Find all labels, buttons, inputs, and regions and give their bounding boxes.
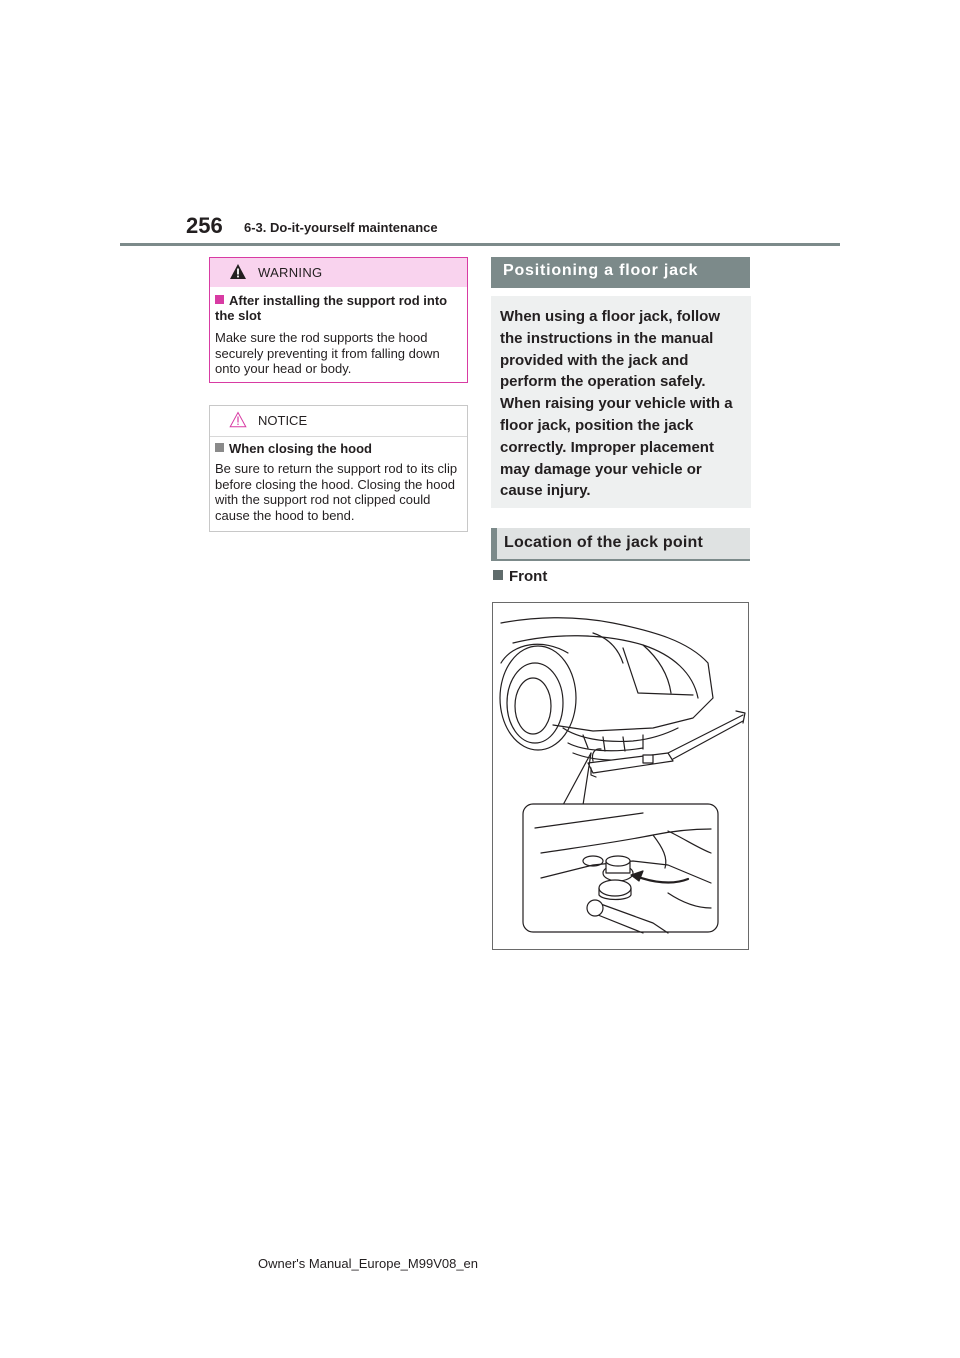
positioning-intro-text: When using a floor jack, follow the instructions in the manual provided with the jack and perform the operation safely. When raising your vehicle with a floor jack, position the jack correctly. Improper placement may damage your vehicle or cause injury. bbox=[500, 308, 733, 500]
notice-subheading-text: When closing the hood bbox=[229, 441, 372, 456]
warning-title: WARNING bbox=[258, 265, 323, 280]
warning-box bbox=[209, 257, 468, 383]
bullet-square-icon bbox=[493, 570, 503, 580]
footer-text: Owner's Manual_Europe_M99V08_en bbox=[258, 1256, 479, 1271]
notice-box bbox=[209, 405, 468, 532]
jack-point-illustration bbox=[493, 603, 748, 949]
warning-header bbox=[210, 258, 467, 287]
notice-header bbox=[210, 406, 467, 437]
warning-body: Make sure the rod supports the hood securely preventing it from falling down onto your head or body. bbox=[215, 330, 440, 376]
positioning-heading-text: Positioning a floor jack bbox=[503, 262, 699, 279]
warning-subheading bbox=[215, 293, 455, 323]
front-label bbox=[493, 568, 547, 585]
warning-triangle-icon bbox=[229, 263, 247, 280]
front-label-text: Front bbox=[509, 568, 548, 585]
notice-triangle-icon bbox=[229, 411, 247, 428]
bullet-square-icon bbox=[215, 295, 224, 304]
jack-point-figure bbox=[492, 602, 749, 950]
positioning-intro-box bbox=[491, 296, 751, 508]
warning-subheading-text: After installing the support rod into the slot bbox=[215, 293, 448, 323]
location-heading bbox=[491, 528, 750, 560]
page-number: 256 bbox=[186, 213, 223, 238]
notice-body: Be sure to return the support rod to its clip before closing the hood. Closing the hood with the support rod not clipped could cause the hood to bend. bbox=[215, 461, 458, 523]
notice-title: NOTICE bbox=[258, 413, 308, 428]
location-heading-rule bbox=[491, 559, 750, 561]
header-divider bbox=[120, 243, 840, 246]
section-title: 6-3. Do-it-yourself maintenance bbox=[244, 220, 438, 235]
notice-subheading bbox=[215, 441, 372, 456]
bullet-square-icon bbox=[215, 443, 224, 452]
location-heading-text: Location of the jack point bbox=[504, 534, 703, 551]
positioning-heading bbox=[491, 257, 750, 288]
